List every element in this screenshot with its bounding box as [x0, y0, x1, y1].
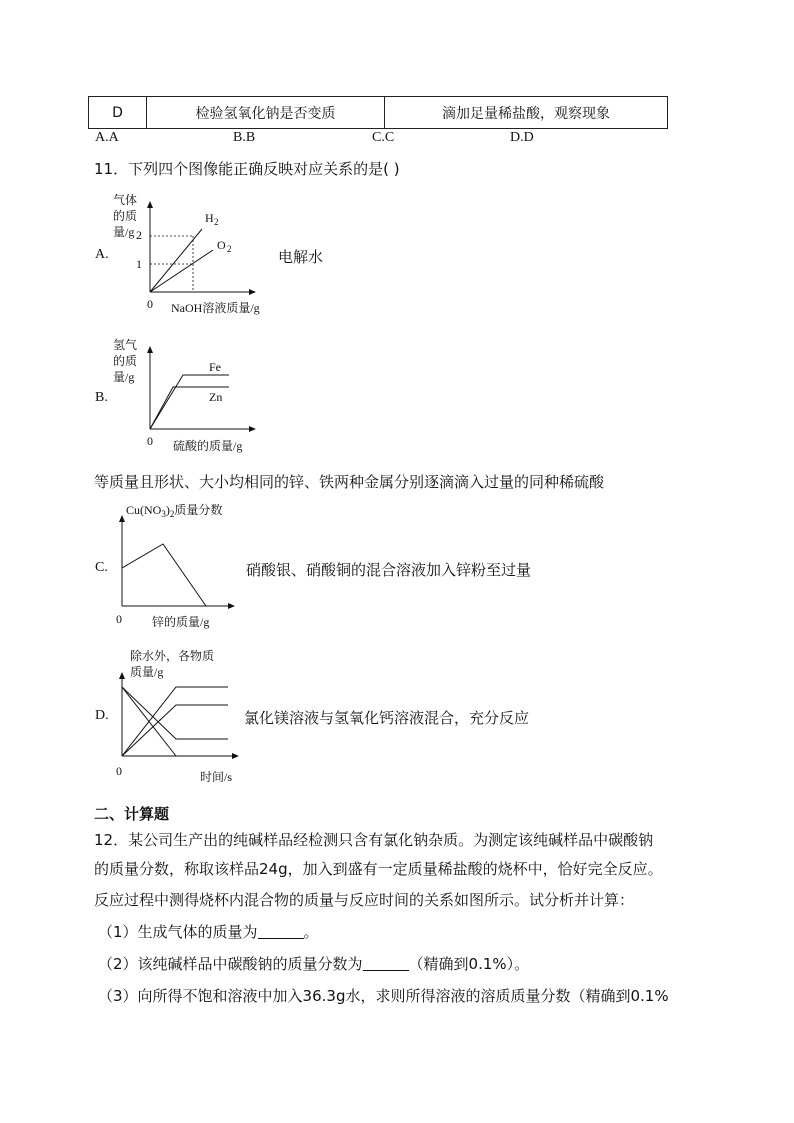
graph-a-ylabel-2: 的质 [113, 209, 138, 223]
graph-d-ylabel-2: 质量/g [130, 665, 164, 679]
graph-a-tick-1: 1 [136, 257, 142, 271]
graph-a-h2-line [150, 229, 202, 292]
table-row [89, 97, 668, 129]
choice-b: B.B [233, 130, 256, 145]
question-12-line-2: 的质量分数，称取该样品24g，加入到盛有一定质量稀盐酸的烧杯中，恰好完全反应。 [94, 860, 663, 878]
choice-d: D.D [510, 130, 534, 145]
choice-a: A.A [95, 130, 119, 145]
graph-b-origin: 0 [147, 434, 153, 448]
graph-b-ylabel-2: 的质 [113, 354, 138, 368]
graph-c-curve [122, 544, 206, 606]
graph-c-xlabel: 锌的质量/g [152, 615, 210, 629]
table-cell-method: 滴加足量稀盐酸，观察现象 [385, 97, 668, 129]
graph-a [105, 192, 285, 318]
graph-a-xlabel: NaOH溶液质量/g [171, 301, 260, 315]
graph-b-ylabel-1: 氢气 [113, 338, 138, 352]
graph-a-series-h2: H [205, 211, 214, 225]
table-cell-item: 检验氢氧化钠是否变质 [147, 97, 385, 129]
question-12-line-1: 12．某公司生产出的纯碱样品经检测只含有氯化钠杂质。为测定该纯碱样品中碳酸钠 [94, 831, 654, 849]
answer-blank-1[interactable] [258, 924, 304, 939]
graph-b-xlabel: 硫酸的质量/g [173, 439, 243, 453]
option-a-letter: A. [95, 247, 109, 262]
graph-d-reactant-2 [122, 687, 228, 739]
question-12-line-3: 反应过程中测得烧杯内混合物的质量与反应时间的关系如图所示。试分析并计算： [94, 891, 635, 909]
graph-a-tick-2: 2 [136, 228, 142, 242]
choice-c: C.C [372, 130, 395, 145]
option-d-letter: D. [95, 708, 109, 723]
option-b-desc: 等质量且形状、大小均相同的锌、铁两种金属分别逐滴滴入过量的同种稀硫酸 [94, 473, 605, 491]
option-c-desc: 硝酸银、硝酸铜的混合溶液加入锌粉至过量 [246, 561, 532, 579]
graph-d-xlabel: 时间/s [200, 770, 233, 784]
sub-question-2: （2）该纯碱样品中碳酸钠的质量分数为 （精确到0.1%）。 [98, 955, 530, 973]
option-a-desc: 电解水 [278, 248, 324, 266]
option-b-letter: B. [95, 390, 108, 405]
graph-a-o2-line [150, 250, 213, 292]
option-table [88, 96, 668, 129]
graph-a-series-o2: O [217, 238, 226, 252]
graph-a-origin: 0 [147, 297, 153, 311]
question-11-stem: 11．下列四个图像能正确反映对应关系的是( ) [94, 160, 400, 178]
graph-c-origin: 0 [116, 612, 122, 626]
option-c-letter: C. [95, 560, 108, 575]
answer-blank-2[interactable] [363, 956, 409, 971]
section-title: 二、计算题 [94, 805, 170, 823]
graph-c [108, 498, 248, 630]
option-d-desc: 氯化镁溶液与氢氧化钙溶液混合，充分反应 [244, 709, 530, 727]
graph-a-ylabel-3: 量/g [113, 225, 135, 239]
graph-d [108, 643, 248, 788]
sub-question-1: （1）生成气体的质量为 。 [98, 923, 319, 941]
graph-d-product-1 [122, 687, 228, 756]
graph-a-ylabel-1: 气体 [113, 193, 138, 207]
graph-a-series-o2-sub: 2 [227, 244, 232, 254]
graph-d-product-2 [122, 705, 228, 756]
graph-c-ylabel: $Cu(NO_3)_2$质量分数 [126, 503, 223, 519]
graph-b-series-zn: Zn [209, 390, 223, 404]
graph-a-series-h2-sub: 2 [214, 217, 219, 227]
graph-d-origin: 0 [116, 764, 122, 778]
graph-b-series-fe: Fe [209, 360, 221, 374]
table-cell-letter: D [89, 97, 147, 129]
graph-b [105, 333, 275, 458]
graph-d-ylabel-1: 除水外，各物质 [130, 649, 215, 663]
graph-b-ylabel-3: 量/g [113, 370, 135, 384]
sub-question-3: （3）向所得不饱和溶液中加入36.3g水，求则所得溶液的溶质质量分数（精确到0.1% [98, 987, 669, 1005]
